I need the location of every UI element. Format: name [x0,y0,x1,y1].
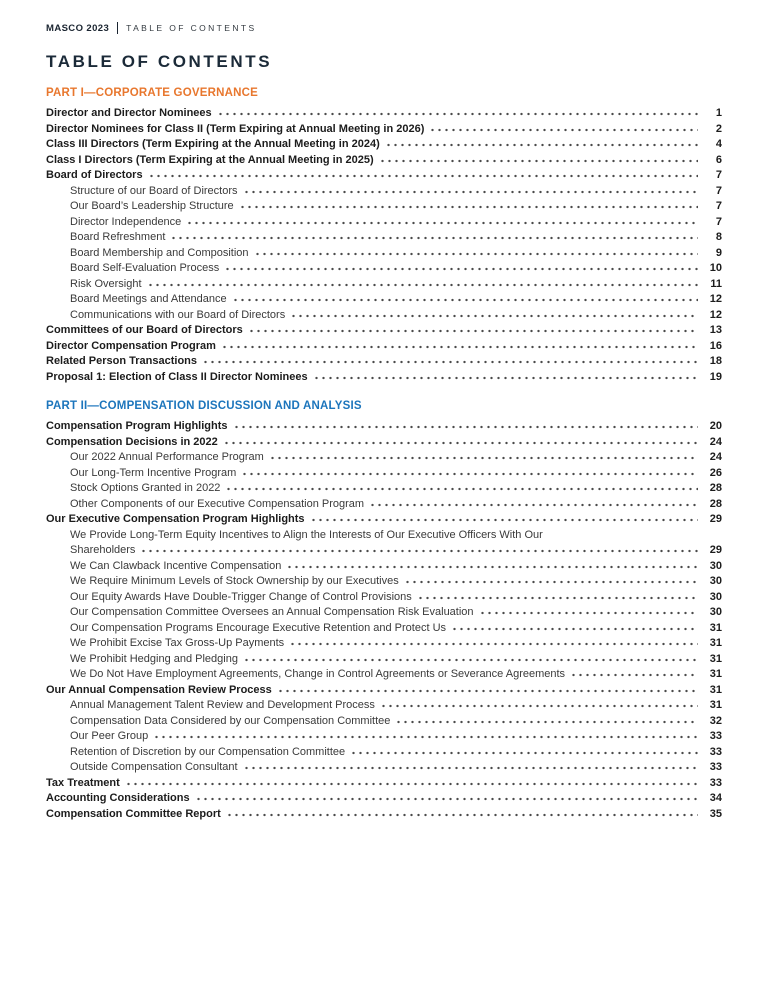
toc-entry[interactable] [46,277,722,293]
toc-entry-label: Our 2022 Annual Performance Program [70,451,264,463]
dot-leader [417,596,698,600]
toc-entry-page: 32 [709,714,722,727]
dot-leader [313,376,698,380]
toc-entry[interactable] [46,168,722,184]
dot-leader [429,128,698,132]
toc-entry-label: We Do Not Have Employment Agreements, Change in Control Agreements or Severance Agreements [70,668,566,680]
running-header [46,22,722,34]
toc-entry-label: Our Peer Group [70,730,149,742]
toc-entry[interactable] [46,435,722,451]
toc-entry-page: 24 [709,451,722,463]
dot-leader [241,472,698,476]
toc-entry-page: 16 [709,339,722,352]
toc-entry[interactable] [46,497,722,513]
toc-entry-page: 7 [715,200,722,212]
toc-entry-label: Outside Compensation Consultant [70,761,238,773]
dot-leader [451,627,698,631]
dot-leader [385,143,698,147]
toc-entry[interactable] [46,419,722,435]
toc-entry-label: Our Annual Compensation Review Process [46,683,272,696]
toc-entry-label: Related Person Transactions [46,355,197,367]
dot-leader [479,611,698,615]
page-title: TABLE OF CONTENTS [46,52,273,71]
toc-entry-continuation: We Provide Long-Term Equity Incentives to Align the Interests of Our Executive Officers With Our [70,528,543,541]
toc-entry-label: Communications with our Board of Directors [70,308,286,321]
toc-entry-page: 2 [715,122,722,135]
toc-entry-label: Annual Management Talent Review and Development Process [70,699,375,711]
header-subtitle: TABLE OF CONTENTS [126,23,257,33]
toc-entry[interactable] [46,215,722,231]
toc-entry-page: 20 [709,420,722,432]
toc-entry-page: 33 [709,761,722,773]
toc-entry-page: 11 [710,277,722,290]
toc-entry[interactable] [46,261,722,277]
dot-leader [243,766,698,770]
toc-entry-page: 9 [715,246,722,259]
dot-leader [233,425,698,429]
toc-entry-label: Retention of Discretion by our Compensation Committee [70,745,346,758]
toc-entry-page: 30 [709,575,722,587]
toc-entry-label: Compensation Decisions in 2022 [46,435,218,448]
dot-leader [125,782,698,786]
toc-entry-label: Board Meetings and Attendance [70,293,227,305]
toc-entry[interactable] [46,354,722,370]
toc-entry[interactable] [46,574,722,590]
dot-leader [248,329,698,333]
toc-entry-page: 31 [709,683,722,696]
toc-entry[interactable] [46,481,722,497]
toc-entry[interactable] [46,791,722,807]
toc-entry-label: We Prohibit Hedging and Pledging [70,652,238,665]
toc-entry-page: 31 [709,699,722,711]
toc-entry-label: Committees of our Board of Directors [46,324,243,336]
toc-entry-page: 8 [715,231,722,243]
toc-entry[interactable] [46,636,722,652]
toc-entry[interactable] [46,512,722,528]
toc-entry-page: 10 [709,262,722,274]
toc-entry-page: 26 [709,466,722,479]
toc-entry-page: 33 [709,730,722,742]
dot-leader [226,813,698,817]
dot-leader [369,503,698,507]
toc-entry[interactable] [46,605,722,621]
toc-entry-label: Our Board’s Leadership Structure [70,200,234,212]
toc-entry-label: Tax Treatment [46,776,120,789]
toc-entry[interactable] [46,230,722,246]
dot-leader [254,252,698,256]
toc-entry-page: 31 [709,668,722,680]
dot-leader [224,267,698,271]
toc-entry[interactable] [46,698,722,714]
toc-entry-page: 13 [709,324,722,336]
toc-entry[interactable] [46,308,722,324]
toc-entry-label: Risk Oversight [70,277,142,290]
toc-entry-page: 33 [709,776,722,789]
toc-entry[interactable] [46,729,722,745]
toc-entry-page: 7 [715,184,722,197]
toc-entry-page: 33 [709,745,722,758]
toc-entry[interactable] [46,199,722,215]
toc-entry-label: Class I Directors (Term Expiring at the Annual Meeting in 2025) [46,153,374,166]
toc-entry-page: 30 [709,606,722,618]
toc-entry-page: 18 [709,355,722,367]
toc-entry[interactable] [46,323,722,339]
toc-entry-page: 6 [715,153,722,166]
dot-leader [232,298,698,302]
toc-entry-label: Our Equity Awards Have Double-Trigger Change of Control Provisions [70,590,412,603]
dot-leader [202,360,698,364]
toc-entry[interactable] [46,543,722,559]
toc-entry-label: Proposal 1: Election of Class II Director Nominees [46,370,308,383]
toc-entry-label: Structure of our Board of Directors [70,184,238,197]
table-of-contents [46,87,722,822]
toc-entry[interactable] [46,246,722,262]
toc-entry-page: 31 [709,621,722,634]
toc-entry[interactable] [46,466,722,482]
toc-entry[interactable] [46,137,722,153]
toc-entry-label: Board of Directors [46,169,143,181]
toc-entry[interactable] [46,339,722,355]
toc-entry-label: Class III Directors (Term Expiring at the Annual Meeting in 2024) [46,138,380,150]
toc-entry-page: 7 [715,169,722,181]
toc-entry[interactable] [46,559,722,575]
dot-leader [379,159,698,163]
toc-entry-label: Director Nominees for Class II (Term Expiring at Annual Meeting in 2026) [46,122,425,135]
toc-entry-page: 30 [709,559,722,572]
dot-leader [277,689,698,693]
toc-entry-label: Our Executive Compensation Program Highlights [46,513,305,525]
toc-entry-label: Shareholders [70,544,136,556]
brand-label: MASCO 2023 [46,22,110,34]
dot-leader [269,456,698,460]
toc-entry[interactable] [46,370,722,386]
toc-entry-page: 29 [709,544,722,556]
toc-entry-label: Our Long-Term Incentive Program [70,466,237,479]
toc-entry[interactable] [46,292,722,308]
toc-entry-page: 31 [709,637,722,649]
toc-entry-page: 19 [709,370,722,383]
dot-leader [570,673,698,677]
toc-entry[interactable] [46,807,722,823]
toc-entry[interactable] [46,621,722,637]
toc-entry-page: 12 [709,293,722,305]
toc-entry-page: 31 [709,652,722,665]
section-heading-part-1-corporate-governance: PART I—CORPORATE GOVERNANCE [46,87,258,99]
dot-leader [395,720,698,724]
toc-entry-label: Stock Options Granted in 2022 [70,482,221,494]
dot-leader [223,441,698,445]
dot-leader [310,518,698,522]
dot-leader [380,704,698,708]
toc-entry-page: 35 [709,807,722,820]
toc-entry[interactable] [46,714,722,730]
dot-leader [217,112,698,116]
dot-leader [153,735,698,739]
toc-entry-page: 24 [709,435,722,448]
toc-entry-page: 29 [709,513,722,525]
toc-entry-page: 28 [709,497,722,510]
toc-entry-label: Compensation Committee Report [46,807,221,820]
dot-leader [404,580,698,584]
dot-leader [170,236,698,240]
section-heading-part-2-compensation-discussion-and-analysis: PART II—COMPENSATION DISCUSSION AND ANALYSIS [46,400,362,412]
toc-entry-label: We Prohibit Excise Tax Gross-Up Payments [70,637,285,649]
dot-leader [290,314,698,318]
toc-entry-label: Other Components of our Executive Compensation Program [70,497,365,510]
toc-entry-page: 28 [709,482,722,494]
dot-leader [225,487,698,491]
toc-entry[interactable] [46,106,722,122]
toc-entry[interactable] [46,590,722,606]
toc-entry-label: Director Compensation Program [46,339,216,352]
toc-entry-label: Our Compensation Committee Oversees an Annual Compensation Risk Evaluation [70,606,474,618]
dot-leader [186,221,698,225]
toc-entry[interactable] [46,153,722,169]
toc-entry-page: 12 [709,308,722,321]
dot-leader [243,190,698,194]
toc-entry-label: We Require Minimum Levels of Stock Ownership by our Executives [70,575,399,587]
dot-leader [148,174,698,178]
toc-entry-label: Compensation Data Considered by our Compensation Committee [70,714,391,727]
toc-entry[interactable] [46,776,722,792]
toc-entry[interactable] [46,745,722,761]
toc-entry-page: 34 [709,792,722,804]
toc-entry-label: We Can Clawback Incentive Compensation [70,559,282,572]
toc-entry-page: 7 [715,215,722,228]
dot-leader [147,283,698,287]
toc-entry-label: Compensation Program Highlights [46,420,228,432]
dot-leader [243,658,698,662]
toc-entry-label: Board Refreshment [70,231,166,243]
toc-entry-label: Accounting Considerations [46,792,190,804]
toc-entry-label: Director and Director Nominees [46,107,212,119]
toc-entry[interactable] [46,122,722,138]
dot-leader [289,642,698,646]
toc-entry-page: 4 [715,138,722,150]
dot-leader [140,549,698,553]
toc-entry-label: Board Self-Evaluation Process [70,262,220,274]
dot-leader [221,345,698,349]
toc-entry[interactable] [46,652,722,668]
toc-entry[interactable] [46,760,722,776]
dot-leader [239,205,698,209]
header-divider [117,22,118,34]
toc-entry[interactable] [46,184,722,200]
dot-leader [286,565,698,569]
toc-entry-label: Director Independence [70,215,182,228]
toc-entry-page: 1 [715,107,722,119]
dot-leader [195,797,698,801]
toc-entry[interactable] [46,667,722,683]
toc-entry-label: Our Compensation Programs Encourage Executive Retention and Protect Us [70,621,447,634]
toc-entry-page: 30 [709,590,722,603]
toc-entry[interactable] [46,683,722,699]
dot-leader [350,751,698,755]
toc-entry-label: Board Membership and Composition [70,246,249,259]
toc-entry[interactable] [46,450,722,466]
